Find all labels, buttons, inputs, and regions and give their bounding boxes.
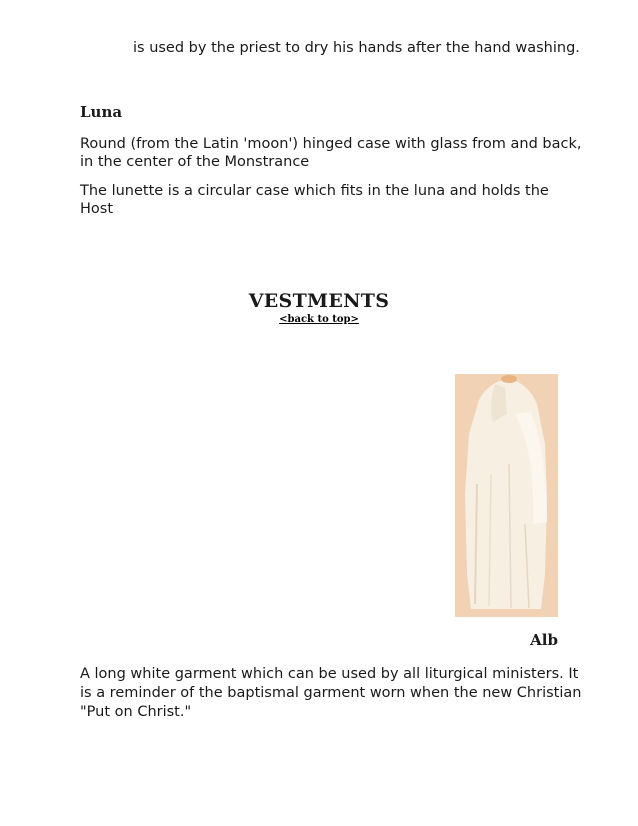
intro-continuation-text: is used by the priest to dry his hands after the hand washing. xyxy=(133,40,580,56)
alb-paragraph-line-1: A long white garment which can be used by all liturgical ministers. It xyxy=(80,666,579,682)
back-to-top-link[interactable]: <back to top> xyxy=(279,314,359,325)
luna-paragraph-1-line-2: in the center of the Monstrance xyxy=(80,154,310,170)
luna-paragraph-2-line-2: Host xyxy=(80,201,114,217)
luna-paragraph-2-line-1: The lunette is a circular case which fits in the luna and holds the xyxy=(80,183,549,199)
luna-heading: Luna xyxy=(80,103,123,121)
alb-garment-image xyxy=(455,374,558,617)
alb-paragraph-line-2: is a reminder of the baptismal garment worn when the new Christian xyxy=(80,685,582,701)
luna-paragraph-1-line-1: Round (from the Latin 'moon') hinged case with glass from and back, xyxy=(80,136,582,152)
alb-paragraph-line-3: "Put on Christ." xyxy=(80,704,192,720)
alb-caption: Alb xyxy=(530,631,558,649)
vestments-title: VESTMENTS xyxy=(248,290,390,312)
